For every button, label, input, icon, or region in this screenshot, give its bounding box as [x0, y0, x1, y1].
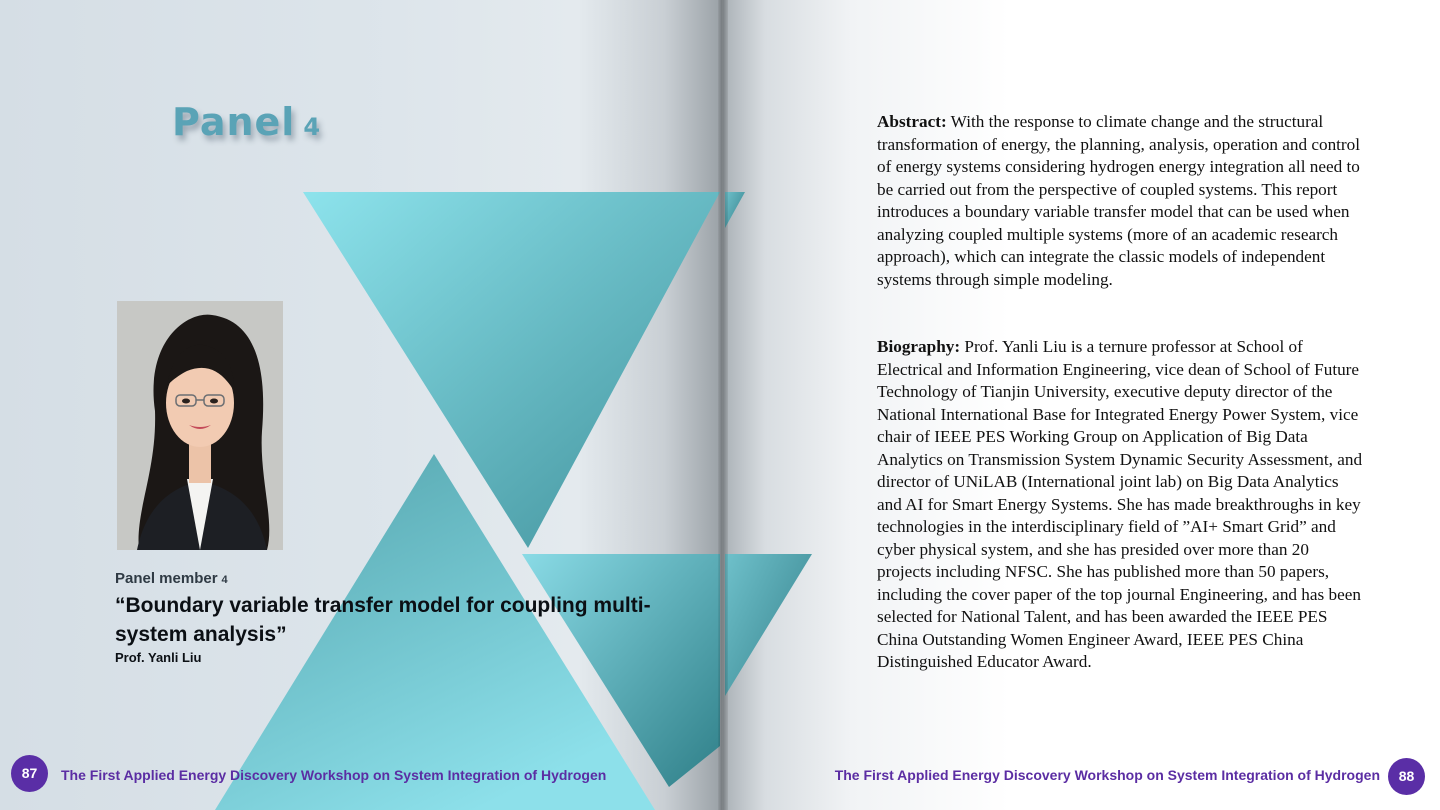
triangle-top-inverted [303, 192, 720, 548]
portrait-illustration [117, 301, 283, 550]
talk-title: “Boundary variable transfer model for coupling multi-system analysis” [115, 594, 651, 646]
biography-text: Prof. Yanli Liu is a ternure professor at School of Electrical and Information Engineering, vice dean of School of Future Technology of Tianjin University, executive deputy director of the National International Base for Integrated Energy Power System, vice chair of IEEE PES Working Group on Application of Big Data Analytics on Transmission System Dynamic Security Assessment, and director of UNiLAB (International joint lab) on Big Data Analytics and AI for Smart Energy Systems. She has made breakthroughs in key technologies in the interdisciplinary field of ”AI+ Smart Grid” and cyber physical system, and she has presided over more than 20 projects including NFSC. She has published more than 50 papers, including the cover paper of the top journal Engineering, and has been selected for National Talent, and has been awarded the IEEE PES China Outstanding Women Engineer Award, IEEE PES China Distinguished Educator Award. [877, 337, 1363, 671]
triangle-right-sliver [725, 554, 812, 696]
page-number-right: 88 [1388, 758, 1425, 795]
abstract-paragraph [877, 111, 1367, 291]
panel-heading-word: Panel [172, 100, 296, 144]
page-number-left: 87 [11, 755, 48, 792]
speaker-photo [117, 301, 283, 550]
abstract-label: Abstract: [877, 112, 947, 131]
panel-member-text: Panel member [115, 570, 218, 587]
triangle-top-sliver [725, 192, 745, 228]
footer-title-left: The First Applied Energy Discovery Workshop on System Integration of Hydrogen [61, 767, 607, 783]
footer-title-right: The First Applied Energy Discovery Workshop on System Integration of Hydrogen [834, 767, 1380, 783]
panel-heading [172, 100, 321, 144]
panel-member-label [115, 570, 228, 587]
abstract-text: With the response to climate change and the structural transformation of energy, the planning, analysis, operation and control of energy systems considering hydrogen energy integration all need to be carried out from the perspective of coupled systems. This report introduces a boundary variable transfer model that can be used when analyzing coupled multiple systems (more of an academic research approach), which can integrate the classic models of independent systems through simple modeling. [877, 112, 1361, 289]
panel-heading-number: 4 [303, 113, 322, 141]
panel-member-number: 4 [221, 574, 228, 586]
speaker-name: Prof. Yanli Liu [115, 650, 202, 665]
book-spine [718, 0, 728, 810]
biography-paragraph [877, 336, 1367, 674]
biography-label: Biography: [877, 337, 961, 356]
